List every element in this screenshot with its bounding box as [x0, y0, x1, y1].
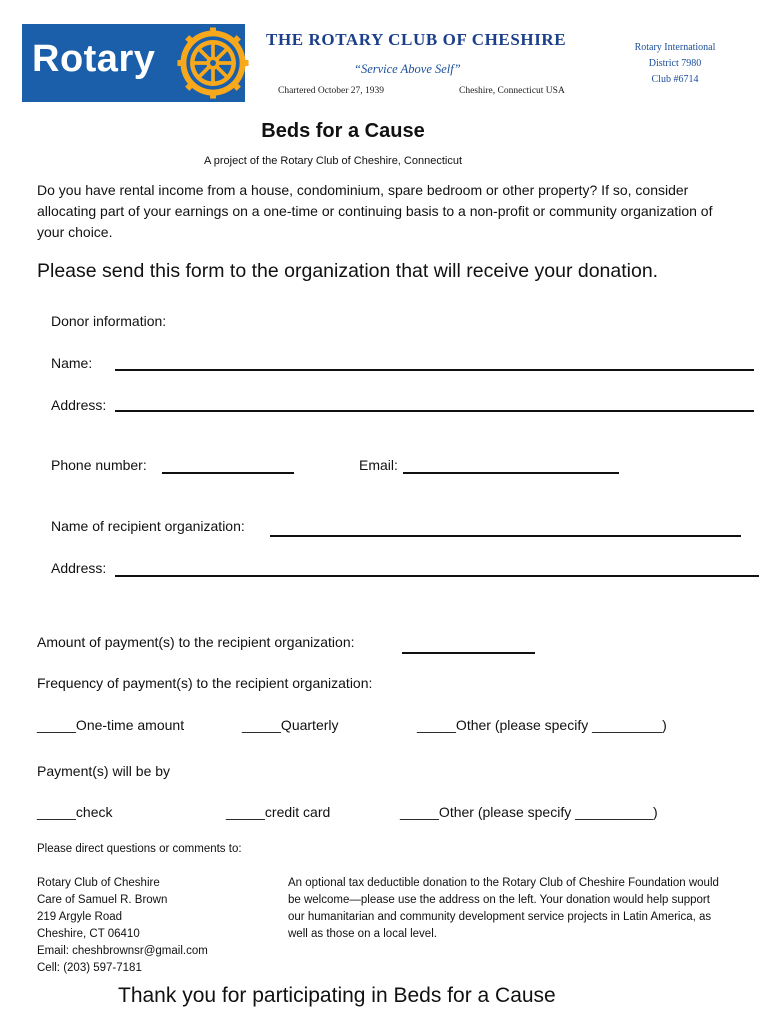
email-label: Email:	[359, 457, 398, 473]
contact-email: Email: cheshbrownsr@gmail.com	[37, 945, 208, 957]
contact-line: Cheshire, CT 06410	[37, 928, 140, 940]
contact-line: 219 Argyle Road	[37, 911, 123, 923]
address-field[interactable]	[115, 410, 754, 412]
intro-paragraph: Do you have rental income from a house, condominium, spare bedroom or other property? If so, consider allocating part of your earnings on a one-time or continuing basis to a non-profit or community organization of your choice.	[37, 182, 713, 240]
pay-check-option[interactable]: _____check	[37, 804, 113, 820]
contact-address-block	[37, 875, 277, 977]
address-label: Address:	[51, 397, 107, 413]
recipient-label: Name of recipient organization:	[51, 518, 245, 534]
page-title: Beds for a Cause	[261, 120, 425, 142]
thank-you-line: Thank you for participating in Beds for a Cause	[118, 984, 556, 1007]
club-title: THE ROTARY CLUB OF CHESHIRE	[266, 30, 567, 49]
name-field[interactable]	[115, 369, 754, 371]
recipient-address-label: Address:	[51, 560, 107, 576]
recipient-address-field[interactable]	[115, 575, 759, 577]
donor-info-label: Donor information:	[51, 313, 167, 329]
frequency-label: Frequency of payment(s) to the recipient organization:	[37, 675, 373, 691]
recipient-field[interactable]	[270, 535, 741, 537]
logo-wordmark: Rotary	[32, 38, 156, 80]
rotary-logo	[22, 24, 245, 102]
contact-cell: Cell: (203) 597-7181	[37, 962, 142, 974]
chartered-date: Chartered October 27, 1939	[278, 86, 385, 96]
donation-note: An optional tax deductible donation to the Rotary Club of Cheshire Foundation would be welcome—please use the address on the left. Your donation would help support our humanitarian and community development service projects in Latin America, as well as those on a local level.	[288, 877, 719, 940]
pay-other-option[interactable]: _____Other (please specify __________)	[400, 804, 658, 820]
amount-field[interactable]	[402, 652, 535, 654]
ri-line-1: Rotary International	[634, 42, 716, 53]
contact-line: Care of Samuel R. Brown	[37, 894, 168, 906]
pay-credit-card-option[interactable]: _____credit card	[226, 804, 331, 820]
ri-line-3: Club #6714	[651, 74, 699, 85]
name-label: Name:	[51, 355, 93, 371]
club-location: Cheshire, Connecticut USA	[459, 86, 565, 96]
freq-quarterly-option[interactable]: _____Quarterly	[242, 717, 339, 733]
ri-line-2: District 7980	[648, 58, 702, 69]
contact-line: Rotary Club of Cheshire	[37, 877, 160, 889]
instruction-line: Please send this form to the organization that will receive your donation.	[37, 260, 659, 282]
amount-label: Amount of payment(s) to the recipient organization:	[37, 634, 355, 650]
contact-heading: Please direct questions or comments to:	[37, 843, 242, 855]
payment-by-label: Payment(s) will be by	[37, 763, 171, 779]
phone-field[interactable]	[162, 472, 294, 474]
page-subtitle: A project of the Rotary Club of Cheshire, Connecticut	[203, 155, 463, 167]
email-field[interactable]	[403, 472, 619, 474]
freq-one-time-option[interactable]: _____One-time amount	[37, 717, 185, 733]
freq-other-option[interactable]: _____Other (please specify _________)	[417, 717, 667, 733]
rotary-wheel-icon	[176, 26, 250, 100]
club-motto: “Service Above Self”	[354, 62, 461, 76]
phone-label: Phone number:	[51, 457, 147, 473]
